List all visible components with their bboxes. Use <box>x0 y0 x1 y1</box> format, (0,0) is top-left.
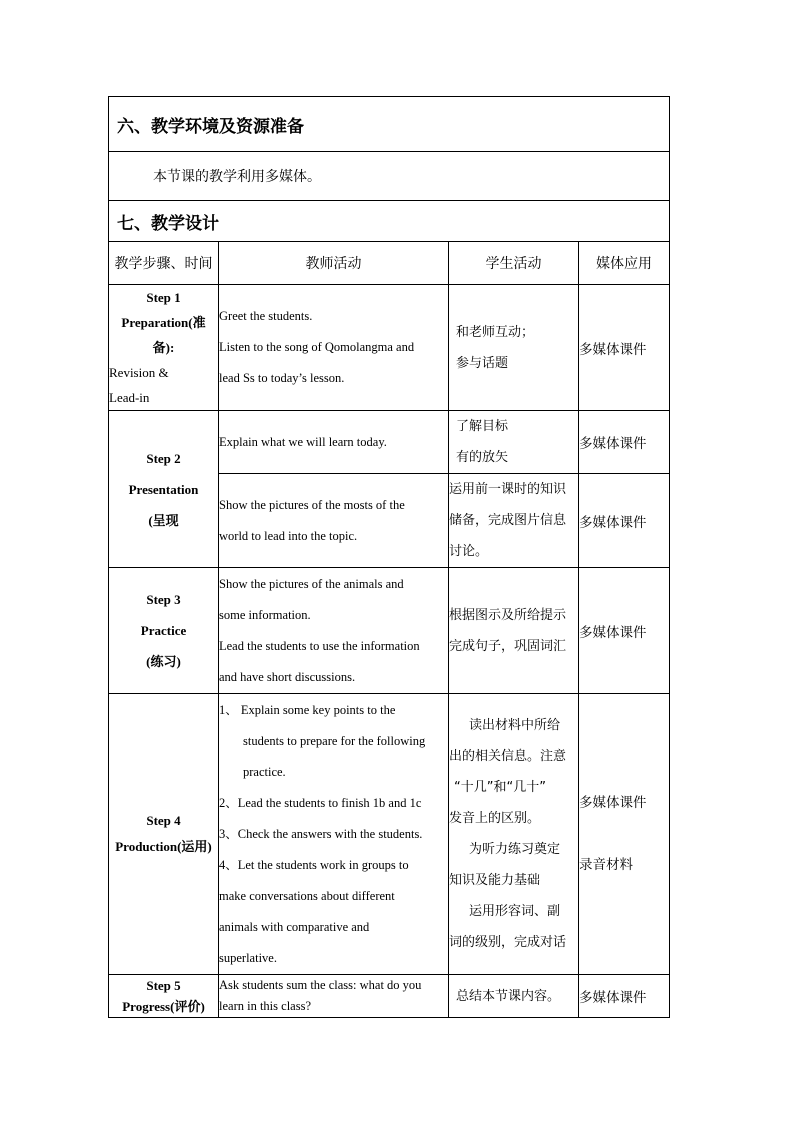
table-row <box>109 568 670 694</box>
teacher-activity-cell: Ask students sum the class: what do you learn in this class? <box>219 975 449 1018</box>
section6-content-row <box>109 152 670 201</box>
header-step: 教学步骤、时间 <box>109 242 219 285</box>
section7-title-row <box>109 201 670 242</box>
table-row <box>109 975 670 1018</box>
student-activity-cell: 了解目标 有的放矢 <box>449 411 579 474</box>
header-teacher: 教师活动 <box>219 242 449 285</box>
student-activity-cell: 运用前一课时的知识 储备，完成图片信息 讨论。 <box>449 474 579 568</box>
table-row <box>109 285 670 411</box>
media-cell: 多媒体课件 <box>579 975 670 1018</box>
table-row <box>109 694 670 975</box>
media-cell: 多媒体课件 录音材料 <box>579 694 670 975</box>
student-activity-cell: 总结本节课内容。 <box>449 975 579 1018</box>
step-cell: Step 3 Practice (练习) <box>109 568 219 694</box>
section6-content: 本节课的教学利用多媒体。 <box>109 152 670 201</box>
step-cell: Step 2 Presentation (呈现 <box>109 411 219 568</box>
media-cell: 多媒体课件 <box>579 568 670 694</box>
student-activity-cell: 和老师互动； 参与话题 <box>449 285 579 411</box>
step-cell: Step 5 Progress(评价) <box>109 975 219 1018</box>
student-activity-cell: 读出材料中所给 出的相关信息。注意 “十几”和“几十” 发音上的区别。 为听力练习奠定 知识及能力基础 运用形容词、副 词的级别，完成对话 <box>449 694 579 975</box>
table-header-row <box>109 242 670 285</box>
step-cell: Step 1 Preparation(准 备): Revision & Lead-in <box>109 285 219 411</box>
lesson-plan-table <box>108 96 670 1018</box>
header-student: 学生活动 <box>449 242 579 285</box>
media-cell: 多媒体课件 <box>579 474 670 568</box>
teacher-activity-cell: Greet the students. Listen to the song of Qomolangma and lead Ss to today’s lesson. <box>219 285 449 411</box>
student-activity-cell: 根据图示及所给提示 完成句子，巩固词汇 <box>449 568 579 694</box>
section6-title-row <box>109 97 670 152</box>
teacher-activity-cell: 1、 Explain some key points to the students to prepare for the following practice. 2、Lead the students to finish 1b and 1c 3、Check the answers with the students. 4、Let the students work in groups to make conversations about different animals with comparative and superlative. <box>219 694 449 975</box>
media-cell: 多媒体课件 <box>579 285 670 411</box>
teacher-activity-cell: Explain what we will learn today. <box>219 411 449 474</box>
teacher-activity-cell: Show the pictures of the mosts of the world to lead into the topic. <box>219 474 449 568</box>
teacher-activity-cell: Show the pictures of the animals and some information. Lead the students to use the information and have short discussions. <box>219 568 449 694</box>
media-cell: 多媒体课件 <box>579 411 670 474</box>
section7-title: 七、教学设计 <box>109 201 670 242</box>
step-cell: Step 4 Production(运用) <box>109 694 219 975</box>
section6-title: 六、教学环境及资源准备 <box>109 97 670 152</box>
header-media: 媒体应用 <box>579 242 670 285</box>
table-row <box>109 411 670 474</box>
